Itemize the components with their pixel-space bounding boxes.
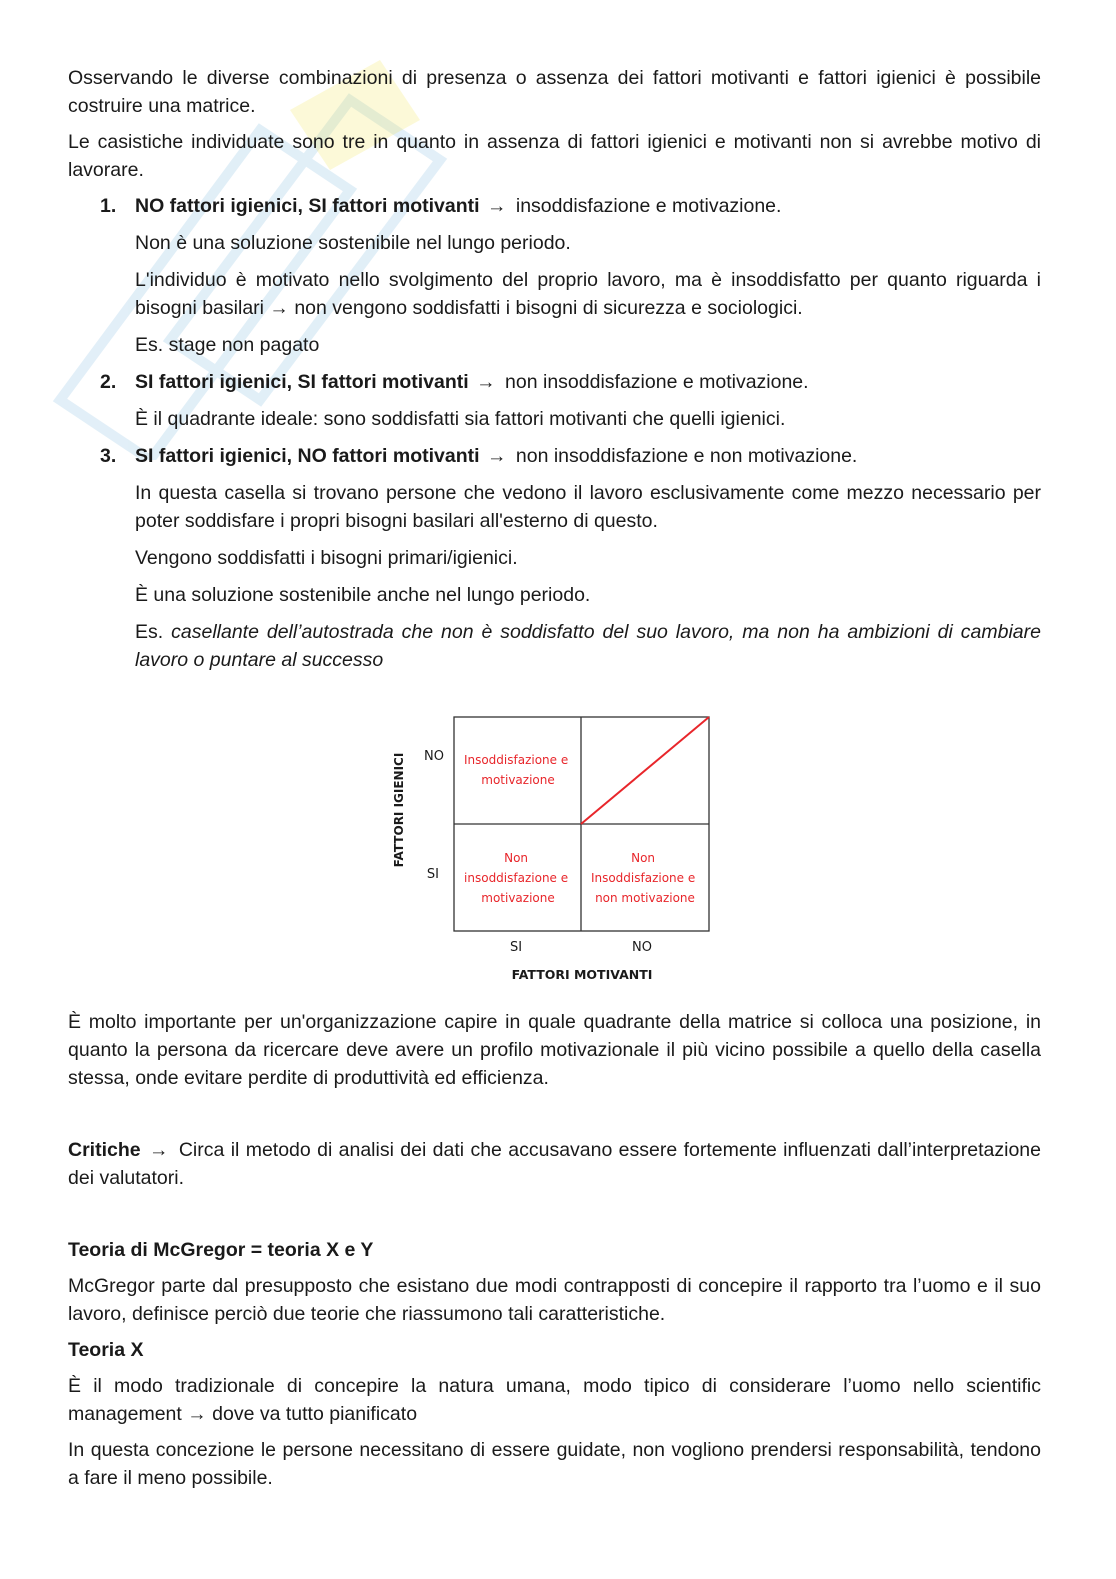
arrow-icon: → [148,1139,169,1161]
case-2-number: 2. [100,371,117,393]
case-3-title: SI fattori igienici, NO fattori motivanti [135,445,480,467]
case-3-number: 3. [100,445,117,467]
case-3-result: non insoddisfazione e non motivazione. [515,445,858,467]
case-1-detail-3: Es. stage non pagato [135,334,320,356]
case-2-title: SI fattori igienici, SI fattori motivanti [135,371,469,393]
mcgregor-heading: Teoria di McGregor = teoria X e Y [68,1239,374,1261]
x-label-no: NO [632,940,652,955]
teoria-x-heading: Teoria X [68,1339,144,1361]
example-prefix: Es. [135,621,164,643]
case-3-example [68,618,1041,674]
critiche-text: Circa il metodo di analisi dei dati che accusavano essere fortemente influenzati dall’interpretazione dei valutatori. [68,1139,1041,1189]
example-text: casellante dell’autostrada che non è soddisfatto del suo lavoro, ma non ha ambizioni di cambiare lavoro o puntare al successo [135,621,1041,671]
y-label-si: SI [426,867,439,882]
cell-top-left-line-1: Insoddisfazione e [463,753,569,767]
teoria-x-paragraph-1: È il modo tradizionale di concepire la natura umana, modo tipico di considerare l’uomo nello scientific management → dove va tutto pianificato [68,1375,1041,1425]
case-3-detail-1: In questa casella si trovano persone che vedono il lavoro esclusivamente come mezzo necessario per poter soddisfare i propri bisogni basilari all'esterno di questo. [135,482,1041,532]
cell-bottom-left-line-3: motivazione [481,891,555,905]
x-axis-title: FATTORI MOTIVANTI [511,967,653,982]
arrow-icon: → [476,371,496,393]
mcgregor-paragraph: McGregor parte dal presupposto che esistano due modi contrapposti di concepire il rapporto tra l’uomo e il suo lavoro, definisce perciò due teorie che riassumono tali caratteristiche. [68,1275,1041,1325]
case-1-detail-1: Non è una soluzione sostenibile nel lungo periodo. [135,232,571,254]
critiche-paragraph [68,1136,1041,1192]
case-2-result: non insoddisfazione e motivazione. [505,371,809,393]
case-1-number: 1. [100,195,117,217]
cell-bottom-right-line-3: non motivazione [595,891,695,905]
teoria-x-paragraph-2: In questa concezione le persone necessitano di essere guidate, non vogliono prendersi responsabilità, tendono a fare il meno possibile. [68,1439,1041,1489]
case-3-detail-3: È una soluzione sostenibile anche nel lungo periodo. [135,584,591,606]
case-2-heading [68,368,1041,396]
arrow-icon: → [486,445,507,467]
cell-bottom-left [464,851,572,905]
case-1-result: insoddisfazione e motivazione. [515,195,782,217]
cell-top-left [464,753,572,787]
case-3-heading [68,442,1041,470]
matrix-diagram [368,698,728,998]
intro-paragraph-1: Osservando le diverse combinazioni di presenza o assenza dei fattori motivanti e fattori igienici è possibile costruire una matrice. [68,67,1041,117]
case-1-title: NO fattori igienici, SI fattori motivanti [135,195,480,217]
case-2-detail-1: È il quadrante ideale: sono soddisfatti sia fattori motivanti che quelli igienici. [135,408,786,430]
cell-bottom-right [591,851,699,905]
y-axis-title: FATTORI IGIENICI [392,752,406,868]
empty-quadrant-diagonal [581,717,709,824]
after-matrix-paragraph: È molto importante per un'organizzazione capire in quale quadrante della matrice si colloca una posizione, in quanto la persona da ricercare deve avere un profilo motivazionale il più vicino possibile a quello della casella stessa, onde evitare perdite di produttività ed efficienza. [68,1011,1041,1089]
critiche-label: Critiche [68,1139,141,1161]
case-1-detail-2: L'individuo è motivato nello svolgimento del proprio lavoro, ma è insoddisfatto per quanto riguarda i bisogni basilari → non vengono soddisfatti i bisogni di sicurezza e sociologici. [135,269,1041,319]
cell-bottom-left-line-1: Non [504,851,529,865]
document-page [68,64,1041,1492]
y-label-no: NO [424,749,444,764]
case-3-detail-2: Vengono soddisfatti i bisogni primari/igienici. [135,547,518,569]
intro-paragraph-2: Le casistiche individuate sono tre in quanto in assenza di fattori igienici e motivanti non si avrebbe motivo di lavorare. [68,131,1041,181]
matrix-figure [68,698,1041,1008]
x-label-si: SI [509,940,523,955]
cell-bottom-left-line-2: insoddisfazione e [464,871,569,885]
cell-bottom-right-line-2: Insoddisfazione e [590,871,696,885]
cell-top-left-line-2: motivazione [481,773,555,787]
cell-bottom-right-line-1: Non [631,851,656,865]
arrow-icon: → [486,195,507,217]
case-1-heading [68,192,1041,220]
